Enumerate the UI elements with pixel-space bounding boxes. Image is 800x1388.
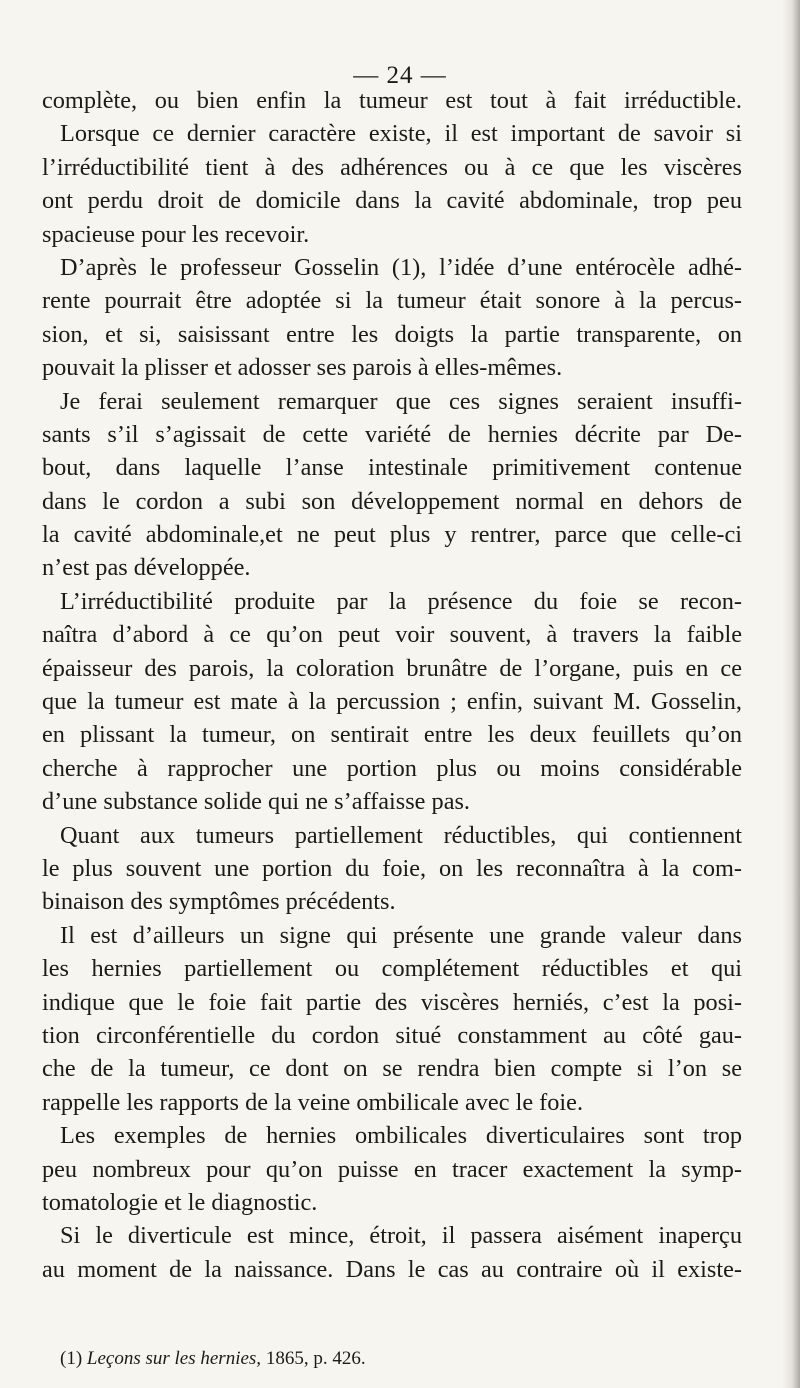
text-line: rente pourrait être adoptée si la tumeur était sonore à la percus-: [42, 287, 742, 315]
text-line: Les exemples de hernies ombilicales diverticulaires sont trop: [60, 1122, 742, 1150]
text-line: l’irréductibilité tient à des adhérences ou à ce que les viscères: [42, 153, 742, 181]
text-line: que la tumeur est mate à la percussion ; enfin, suivant M. Gosselin,: [42, 688, 742, 716]
text-line: Il est d’ailleurs un signe qui présente une grande valeur dans: [60, 921, 742, 949]
page-edge-shadow: [782, 0, 800, 1388]
text-line: d’une substance solide qui ne s’affaisse pas.: [42, 788, 471, 816]
text-line: cherche à rapprocher une portion plus ou moins considérable: [42, 754, 742, 782]
body-text: [42, 84, 742, 1286]
text-line: complète, ou bien enfin la tumeur est tout à fait irréductible.: [42, 87, 742, 114]
text-line: rappelle les rapports de la veine ombilicale avec le foie.: [42, 1088, 584, 1116]
text-line: Si le diverticule est mince, étroit, il passera aisément inaperçu: [60, 1222, 742, 1250]
text-line: Quant aux tumeurs partiellement réductibles, qui contiennent: [60, 821, 742, 849]
text-line: naîtra d’abord à ce qu’on peut voir souvent, à travers la faible: [42, 621, 742, 649]
text-line: indique que le foie fait partie des viscères herniés, c’est la posi-: [42, 988, 742, 1016]
text-line: Lorsque ce dernier caractère existe, il est important de savoir si: [60, 120, 742, 148]
text-line: la cavité abdominale,et ne peut plus y rentrer, parce que celle-ci: [42, 521, 742, 549]
text-line: dans le cordon a subi son développement normal en dehors de: [42, 487, 742, 515]
footnote-title: Leçons sur les hernies,: [86, 1348, 262, 1369]
text-line: tomatologie et le diagnostic.: [42, 1188, 318, 1216]
footnote-number: (1): [60, 1348, 83, 1369]
text-line: sants s’il s’agissait de cette variété de hernies décrite par De-: [42, 420, 742, 448]
text-line: D’après le professeur Gosselin (1), l’idée d’une entérocèle adhé-: [60, 253, 742, 281]
text-line: peu nombreux pour qu’on puisse en tracer exactement la symp-: [42, 1155, 742, 1183]
text-line: les hernies partiellement ou complétement réductibles et qui: [42, 955, 742, 983]
footnote: [60, 1348, 366, 1370]
text-line: le plus souvent une portion du foie, on les reconnaîtra à la com-: [42, 854, 742, 882]
text-line: spacieuse pour les recevoir.: [42, 220, 310, 248]
text-line: n’est pas développée.: [42, 554, 251, 582]
text-line: binaison des symptômes précédents.: [42, 888, 396, 916]
text-line: sion, et si, saisissant entre les doigts la partie transparente, on: [42, 320, 742, 348]
text-line: au moment de la naissance. Dans le cas au contraire où il existe-: [42, 1255, 742, 1283]
page-number: — 24 —: [353, 62, 447, 89]
text-line: en plissant la tumeur, on sentirait entre les deux feuillets qu’on: [42, 721, 742, 749]
text-line: ont perdu droit de domicile dans la cavité abdominale, trop peu: [42, 187, 742, 215]
text-line: épaisseur des parois, la coloration brunâtre de l’organe, puis en ce: [42, 654, 742, 682]
text-line: Je ferai seulement remarquer que ces signes seraient insuffi-: [60, 387, 742, 415]
text-line: pouvait la plisser et adosser ses parois à elles-mêmes.: [42, 354, 563, 382]
text-line: tion circonférentielle du cordon situé constamment au côté gau-: [42, 1021, 742, 1049]
footnote-reference: 1865, p. 426.: [265, 1348, 366, 1369]
text-line: L’irréductibilité produite par la présence du foie se recon-: [60, 587, 742, 615]
text-line: che de la tumeur, ce dont on se rendra bien compte si l’on se: [42, 1055, 742, 1083]
text-line: bout, dans laquelle l’anse intestinale primitivement contenue: [42, 454, 742, 482]
